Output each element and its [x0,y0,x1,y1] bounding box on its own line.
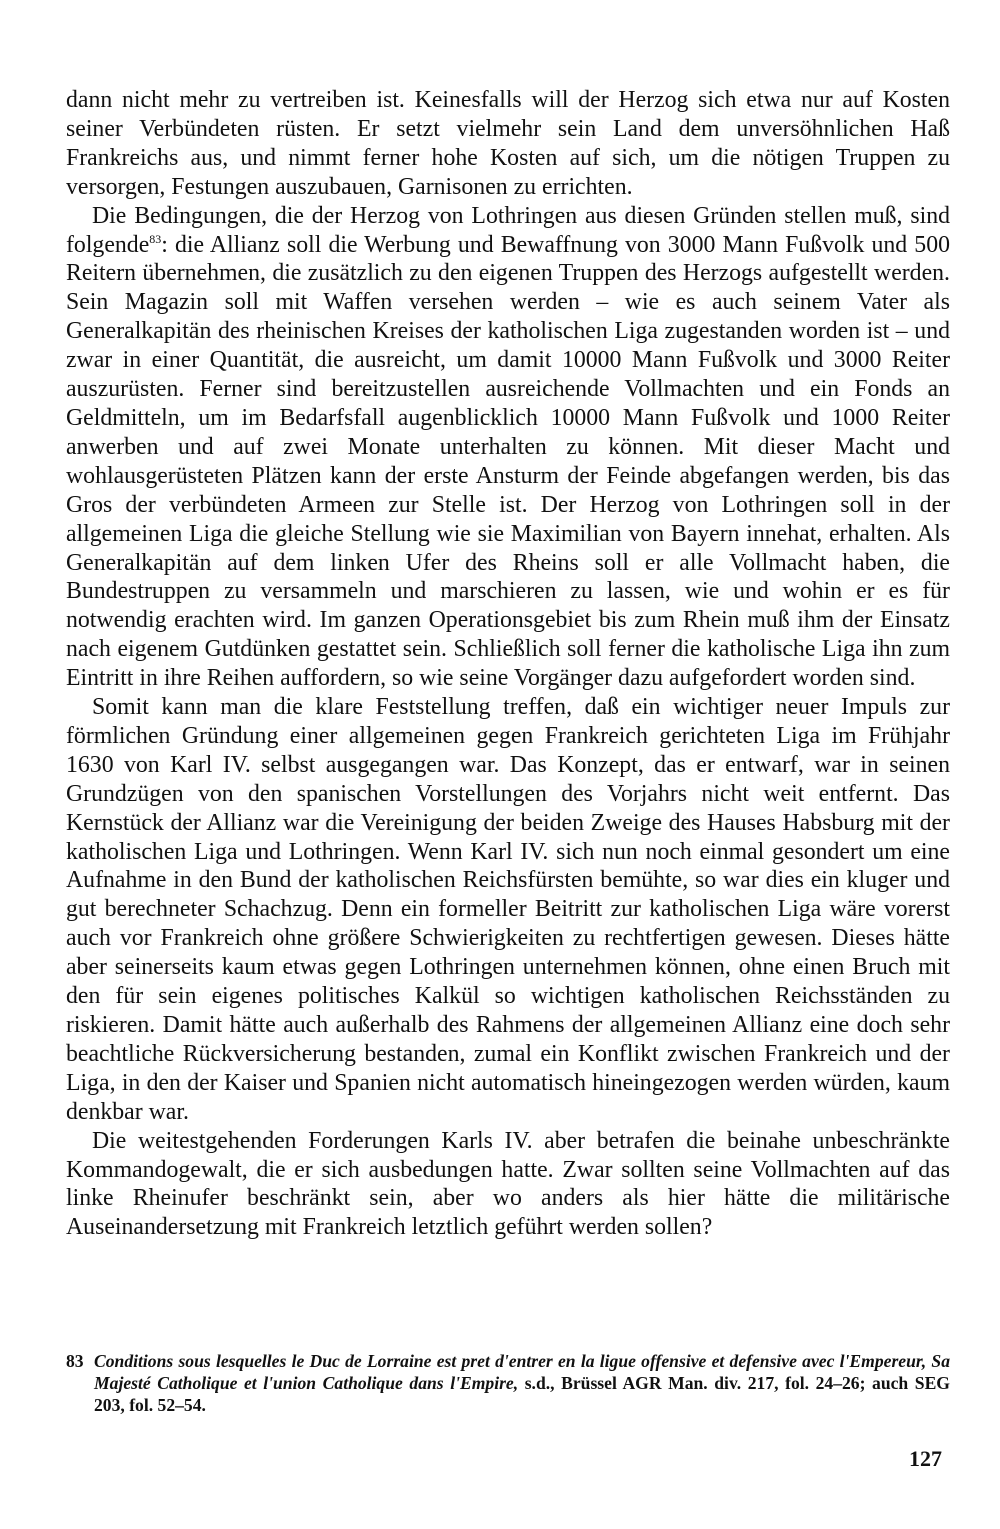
paragraph-1 [66,86,950,202]
paragraph-text: Die weitestgehenden Forderungen Karls IV. aber betrafen die beinahe unbeschränkte Kommandogewalt, die er sich ausbedungen hatte. Zwar sollten seine Vollmachten auf das linke Rheinufer beschränkt sein, aber wo anders als hier hätte die militärische Auseinandersetzung mit Frankreich letztlich geführt werden sollen? [66,1127,950,1241]
footnote-reference[interactable]: 83 [149,231,162,246]
paragraph-text: : die Allianz soll die Werbung und Bewaffnung von 3000 Mann Fußvolk und 500 Reitern übernehmen, die zusätzlich zu den eigenen Truppen des Herzogs aufgestellt werden. Sein Magazin soll mit Waffen versehen werden – wie es auch seinem Vater als Generalkapitän des rheinischen Kreises der katholischen Liga zugestanden worden ist – und zwar in einer Quantität, die ausreicht, um damit 10000 Mann Fußvolk und 3000 Reiter auszurüsten. Ferner sind bereitzustellen ausreichende Vollmachten und ein Fonds an Geldmitteln, um im Bedarfsfall augenblicklich 10000 Mann Fußvolk und 1000 Reiter anwerben und auf zwei Monate unterhalten zu können. Mit dieser Macht und wohlausgerüsteten Plätzen kann der erste Ansturm der Feinde abgefangen werden, bis das Gros der verbündeten Armeen zur Stelle ist. Der Herzog von Lothringen soll in der allgemeinen Liga die gleiche Stellung wie sie Maximilian von Bayern innehat, erhalten. Als Generalkapitän auf dem linken Ufer des Rheins soll er alle Vollmacht haben, die Bundestruppen zu versammeln und marschieren zu lassen, wie und wohin er es für notwendig erachten wird. Im ganzen Operationsgebiet bis zum Rhein muß ihm der Einsatz nach eigenem Gutdünken gestattet sein. Schließlich soll ferner die katholische Liga ihn zum Eintritt in ihre Reihen auffordern, so wie seine Vorgänger dazu aufgefordert worden sind. [66,231,950,692]
footnote-83 [66,1350,950,1416]
paragraph-2 [66,202,950,693]
footnote-source-title: Conditions sous lesquelles le Duc de Lorraine est pret d'entrer en la ligue offensive et defensive avec l'Empereur, Sa Majesté Catholique et l'union Catholique dans l'Empire, [94,1351,950,1393]
paragraph-4 [66,1127,950,1243]
footnote-citation: s.d., Brüssel AGR Man. div. 217, fol. 24–26; auch SEG 203, fol. 52–54. [94,1373,950,1415]
main-text [66,86,950,1242]
paragraph-3 [66,693,950,1127]
footnote-number: 83 [66,1351,84,1371]
paragraph-text: dann nicht mehr zu vertreiben ist. Keinesfalls will der Herzog sich etwa nur auf Kosten seiner Verbündeten rüsten. Er setzt vielmehr sein Land dem unversöhnlichen Haß Frankreichs aus, und nimmt ferner hohe Kosten auf sich, um die nötigen Truppen zu versorgen, Festungen auszubauen, Garnisonen zu errichten. [66,87,950,200]
paragraph-text: Die Bedingungen, die der Herzog von Lothringen aus diesen Gründen stellen muß, sind folgende [66,202,950,258]
paragraph-text: Somit kann man die klare Feststellung treffen, daß ein wichtiger neuer Impuls zur förmlichen Gründung einer allgemeinen gegen Frankreich gerichteten Liga im Frühjahr 1630 von Karl IV. selbst ausgegangen war. Das Konzept, das er entwarf, war in seinen Grundzügen von den spanischen Vorstellungen des Vorjahrs nicht weit entfernt. Das Kernstück der Allianz war die Vereinigung der beiden Zweige des Hauses Habsburg mit der katholischen Liga und Lothringen. Wenn Karl IV. sich nun noch einmal gesondert um eine Aufnahme in den Bund der katholischen Reichsfürsten bemühte, so war dies ein kluger und gut berechneter Schachzug. Denn ein formeller Beitritt zur katholischen Liga wäre vorerst auch vor Frankreich ohne größere Schwierigkeiten zu rechtfertigen gewesen. Dieses hätte aber seinerseits kaum etwas gegen Lothringen unternehmen können, ohne einen Bruch mit den für sein eigenes politisches Kalkül so wichtigen katholischen Reichsständen zu riskieren. Damit hätte auch außerhalb des Rahmens der allgemeinen Allianz eine doch sehr beachtliche Rückversicherung bestanden, zumal ein Konflikt zwischen Frankreich und der Liga, in den der Kaiser und Spanien nicht automatisch hineingezogen werden würden, kaum denkbar war. [66,694,950,1125]
page-number: 127 [909,1446,942,1471]
